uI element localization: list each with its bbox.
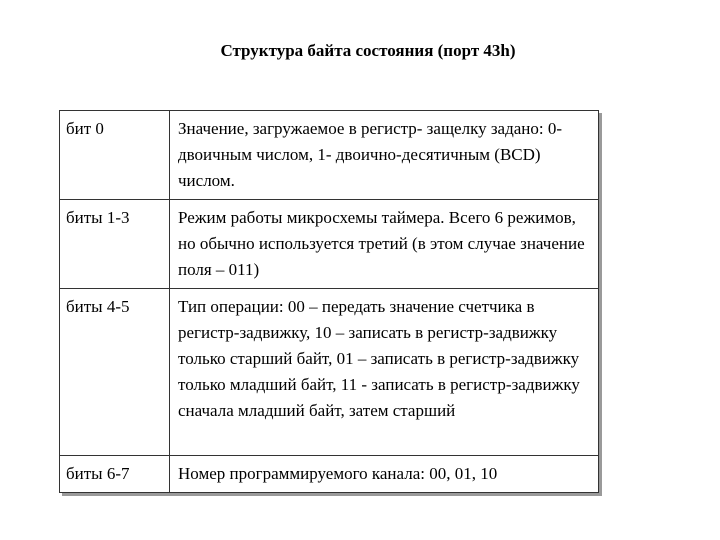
description-cell: Тип операции: 00 – передать значение счетчика в регистр-задвижку, 10 – записать в регистр-задвижку только старший байт, 01 – записать в регистр-задвижку только младший байт, 11 - записать в регистр-задвижку сначала младший байт, затем старший (170, 289, 599, 456)
status-byte-table-container (59, 110, 603, 493)
table-row (60, 200, 599, 289)
table-row (60, 289, 599, 456)
bit-range-cell: биты 4-5 (60, 289, 170, 456)
description-cell: Значение, загружаемое в регистр- защелку задано: 0- двоичным числом, 1- двоично-десятичным (BCD) числом. (170, 111, 599, 200)
table-row (60, 456, 599, 493)
bit-range-cell: биты 6-7 (60, 456, 170, 493)
page-title (0, 41, 720, 61)
table-row (60, 111, 599, 200)
description-cell: Режим работы микросхемы таймера. Всего 6 режимов, но обычно используется третий (в этом случае значение поля – 011) (170, 200, 599, 289)
status-byte-table (59, 110, 599, 493)
bit-range-cell: бит 0 (60, 111, 170, 200)
page-title-text: Структура байта состояния (порт 43h) (220, 41, 516, 60)
bit-range-cell: биты 1-3 (60, 200, 170, 289)
description-cell: Номер программируемого канала: 00, 01, 10 (170, 456, 599, 493)
